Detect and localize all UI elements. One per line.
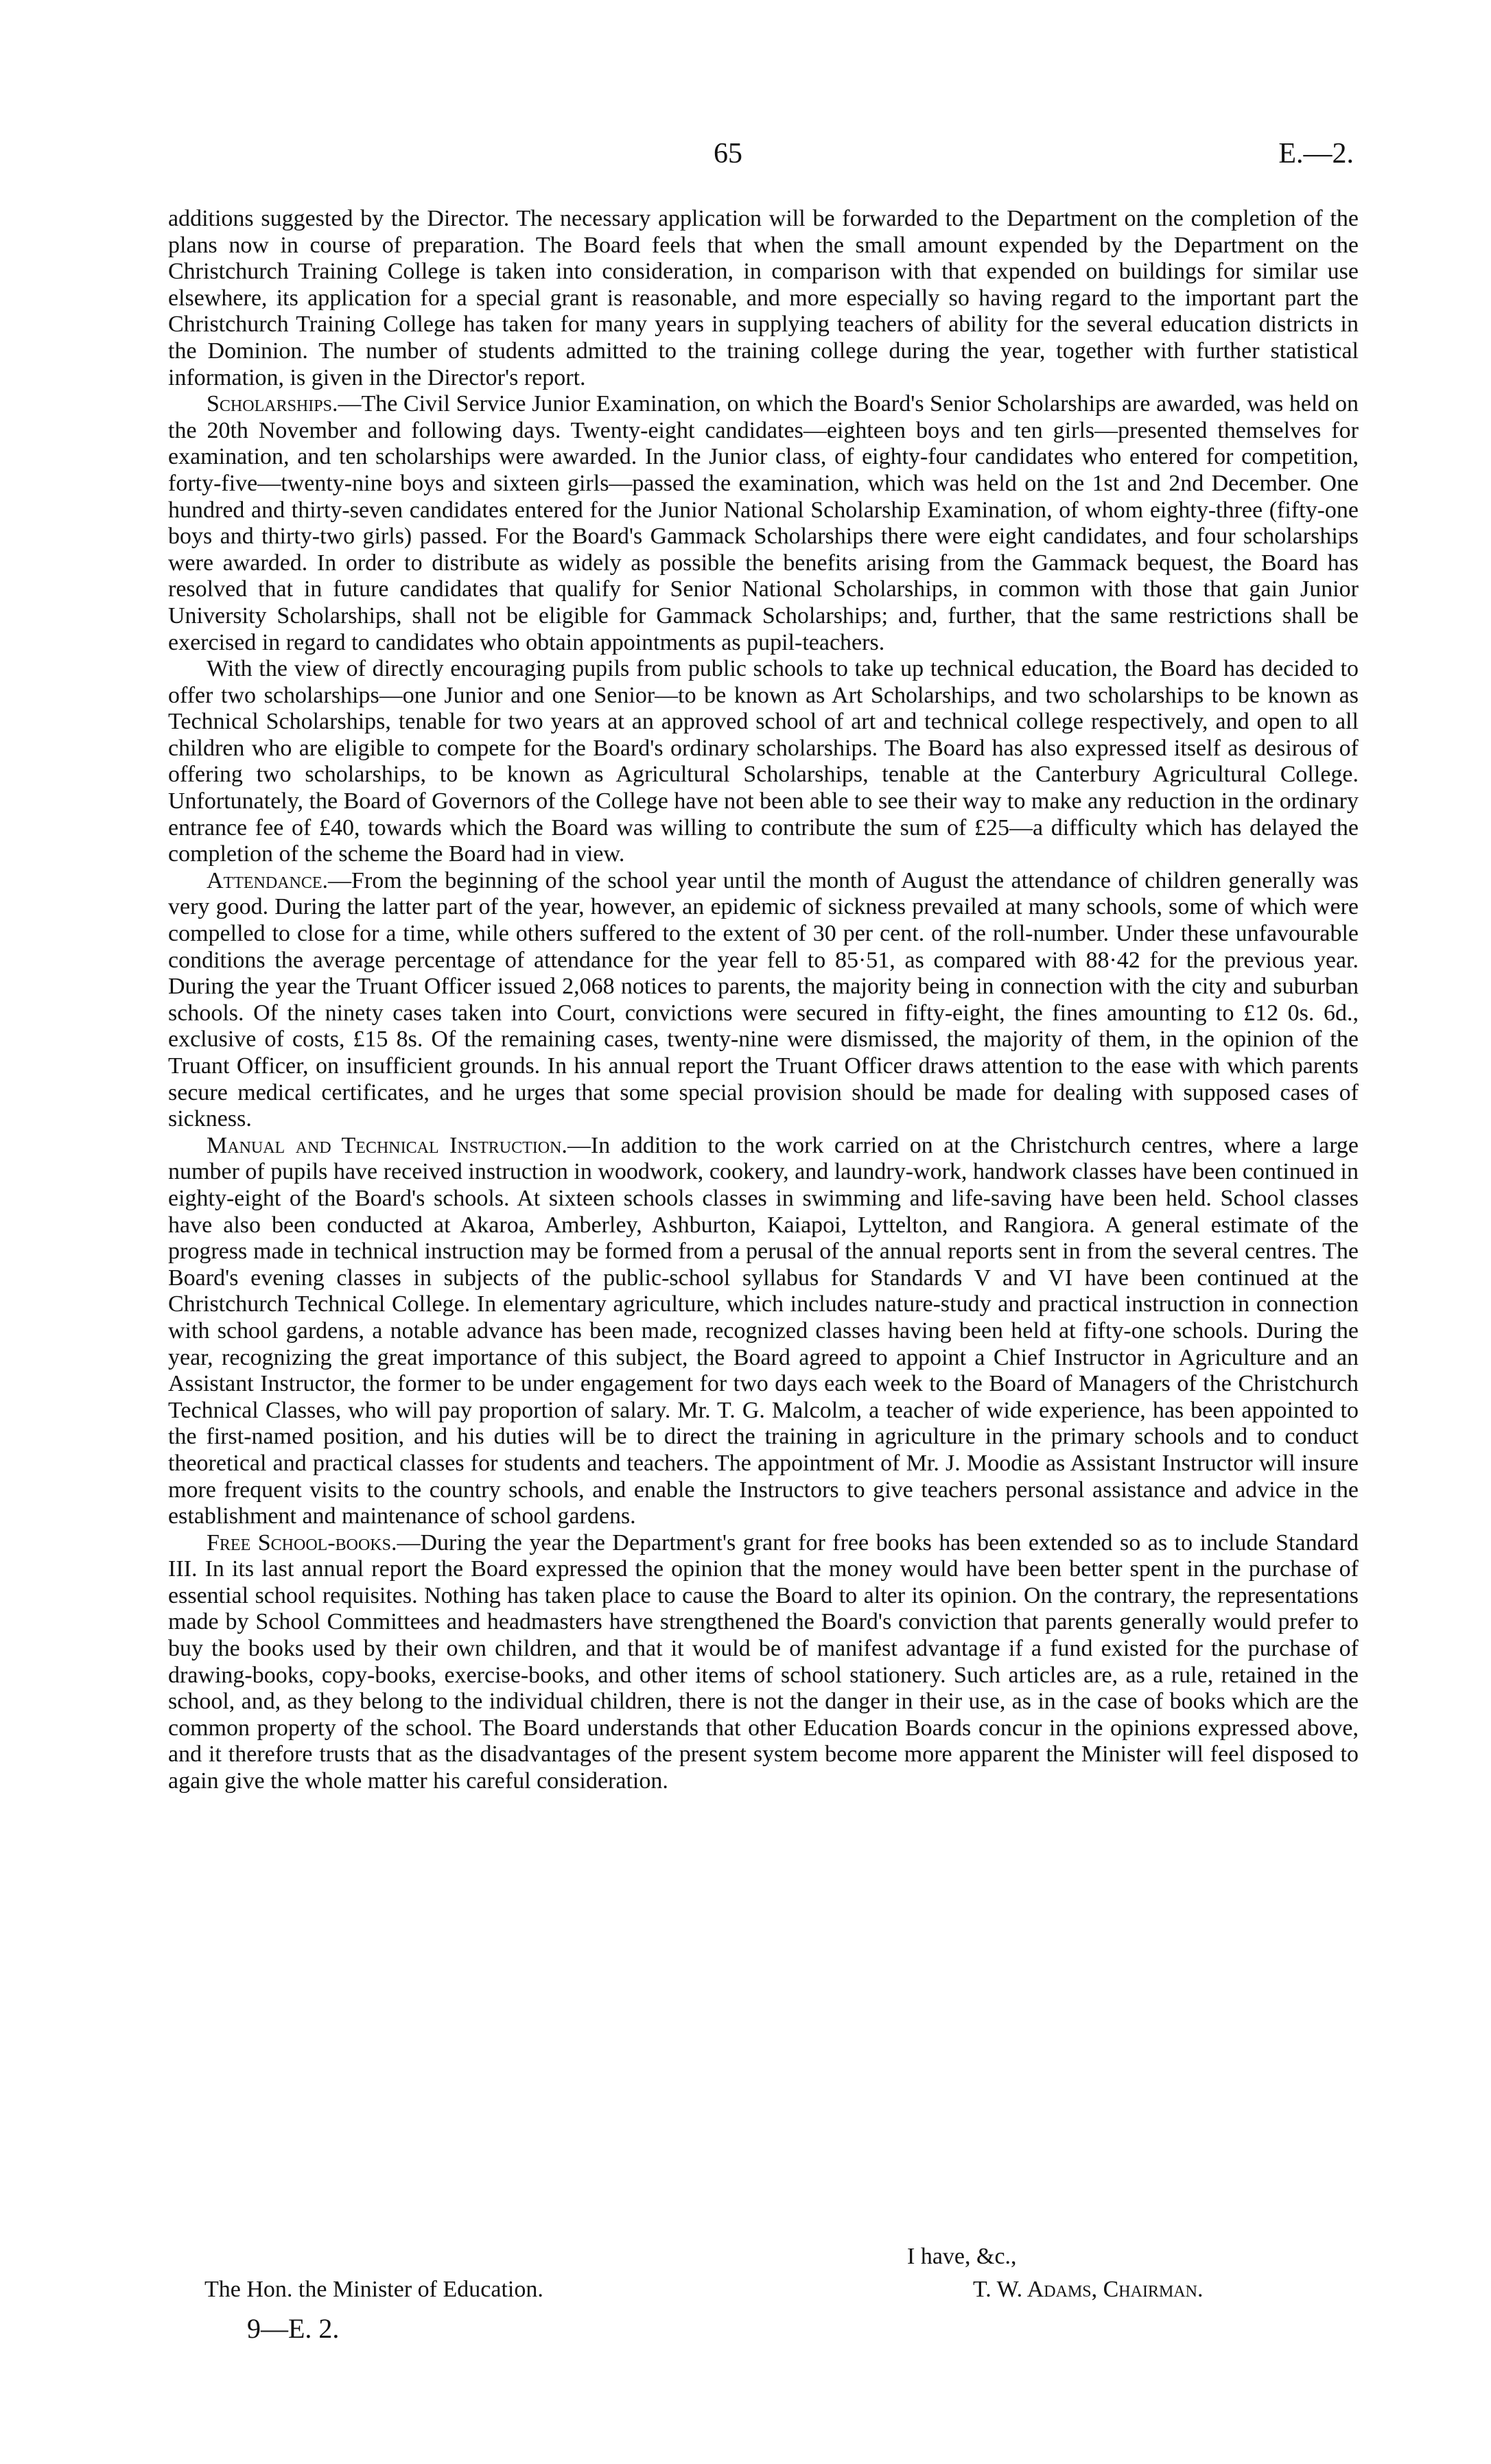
paragraph-scholarships	[168, 391, 1359, 656]
letter-closing	[0, 2244, 1491, 2381]
paragraph-text: —From the beginning of the school year until the month of August the attendance of children generally was very good. During the latter part of the year, however, an epidemic of sickness prevailed at many schools, some of which were compelled to close for a time, while others suffered to the extent of 30 per cent. of the roll-number. Under these unfavourable conditions the average percentage of attendance for the year fell to 85·51, as compared with 88·42 for the previous year. During the year the Truant Officer issued 2,068 notices to parents, the majority being in connection with the city and suburban schools. Of the ninety cases taken into Court, convictions were secured in fifty-eight, the fines amounting to £12 0s. 6d., exclusive of costs, £15 8s. Of the remaining cases, twenty-nine were dismissed, the majority of them, in the opinion of the Truant Officer, on insufficient grounds. In his annual report the Truant Officer draws attention to the ease with which parents secure medical certificates, and he urges that some special provision should be made for dealing with supposed cases of sickness.	[168, 867, 1359, 1132]
document-reference: E.—2.	[1278, 138, 1354, 169]
paragraph-text: With the view of directly encouraging pupils from public schools to take up technical education, the Board has decided to offer two scholarships—one Junior and one Senior—to be known as Art Scholarships, and two scholarships to be known as Technical Scholarships, tenable for two years at an approved school of art and technical college respectively, and open to all children who are eligible to compete for the Board's ordinary scholarships. The Board has also expressed itself as desirous of offering two scholarships, to be known as Agricultural Scholarships, tenable at the Canterbury Agricultural College. Unfortunately, the Board of Governors of the College have not been able to see their way to make any reduction in the ordinary entrance fee of £40, towards which the Board was willing to contribute the sum of £25—a difficulty which has delayed the completion of the scheme the Board had in view.	[168, 656, 1359, 867]
salutation: I have, &c.,	[907, 2244, 1017, 2269]
sheet-reference: 9—E. 2.	[247, 2313, 340, 2344]
paragraph-text: additions suggested by the Director. The necessary application will be forwarded to the Department on the completion of the plans now in course of preparation. The Board feels that when the small amount expended by the Department on the Christchurch Training College is taken into consideration, in comparison with that expended on buildings for similar use elsewhere, its application for a special grant is reasonable, and more especially so having regard to the important part the Christchurch Training College has taken for many years in supplying teachers of ability for the several education districts in the Dominion. The number of students admitted to the training college during the year, together with further statistical information, is given in the Director's report.	[168, 206, 1359, 390]
paragraph-manual-technical	[168, 1133, 1359, 1530]
paragraph-attendance	[168, 868, 1359, 1133]
paragraph-free-school-books	[168, 1530, 1359, 1795]
paragraph-text: —The Civil Service Junior Examination, on which the Board's Senior Scholarships are awarded, was held on the 20th November and following days. Twenty-eight candidates—eighteen boys and ten girls—presented themselves for examination, and ten scholarships were awarded. In the Junior class, of eighty-four candidates who entered for competition, forty-five—twenty-nine boys and sixteen girls—passed the examination, which was held on the 1st and 2nd December. One hundred and thirty-seven candidates entered for the Junior National Scholarship Examination, of whom eighty-three (fifty-one boys and thirty-two girls) passed. For the Board's Gammack Scholarships there were eight candidates, and four scholarships were awarded. In order to distribute as widely as possible the benefits arising from the Gammack bequest, the Board has resolved that in future candidates that qualify for Senior National Scholarships, in common with those that gain Junior University Scholarships, shall not be eligible for Gammack Scholarships; and, further, that the same restrictions shall be exercised in regard to candidates who obtain appointments as pupil-teachers.	[168, 391, 1359, 655]
addressee: The Hon. the Minister of Education.	[204, 2277, 543, 2302]
paragraph-text: —In addition to the work carried on at the Christchurch centres, where a large number of pupils have received instruction in woodwork, cookery, and laundry-work, handwork classes have been continued in eighty-eight of the Board's schools. At sixteen schools classes in swimming and life-saving have been held. School classes have also been conducted at Akaroa, Amberley, Ashburton, Kaiapoi, Lyttelton, and Rangiora. A general estimate of the progress made in technical instruction may be formed from a perusal of the annual reports sent in from the several centres. The Board's evening classes in subjects of the public-school syllabus for Standards V and VI have been continued at the Christchurch Technical College. In elementary agriculture, which includes nature-study and practical instruction in connection with school gardens, a notable advance has been made, recognized classes having been held at fifty-one schools. During the year, recognizing the great importance of this subject, the Board agreed to appoint a Chief Instructor in Agriculture and an Assistant Instructor, the former to be under engagement for two days each week to the Board of Managers of the Christchurch Technical Classes, who will pay proportion of salary. Mr. T. G. Malcolm, a teacher of wide experience, has been appointed to the first-named position, and his duties will be to direct the training in agriculture in the primary schools and to conduct theoretical and practical classes for students and teachers. The appointment of Mr. J. Moodie as Assistant Instructor will insure more frequent visits to the country schools, and enable the Instructors to give teachers personal assistance and advice in the establishment and maintenance of school gardens.	[168, 1132, 1359, 1529]
section-heading-scholarships: Scholarships.	[207, 391, 338, 417]
report-body	[168, 206, 1359, 1795]
paragraph-technical-scholarships	[168, 656, 1359, 868]
page-header	[0, 137, 1491, 178]
section-heading-free-school-books: Free School-books.	[207, 1529, 397, 1556]
page-number: 65	[714, 138, 742, 169]
section-heading-attendance: Attendance.	[207, 867, 329, 893]
paragraph-text: —During the year the Department's grant for free books has been extended so as to include Standard III. In its last annual report the Board expressed the opinion that the money would have been better spent in the purchase of essential school requisites. Nothing has taken place to cause the Board to alter its opinion. On the contrary, the representations made by School Committees and headmasters have strengthened the Board's conviction that parents generally would prefer to buy the books used by their own children, and that it would be of manifest advantage if a fund existed for the purchase of drawing-books, copy-books, exercise-books, and other items of school stationery. Such articles are, as a rule, retained in the school, and, as they belong to the individual children, there is not the danger in their use, as in the case of books which are the common property of the school. The Board understands that other Education Boards concur in the opinions expressed above, and it therefore trusts that as the disadvantages of the present system become more apparent the Minister will feel disposed to again give the whole matter his careful consideration.	[168, 1529, 1359, 1794]
signature: T. W. Adams, Chairman.	[973, 2277, 1204, 2302]
paragraph-training-college	[168, 206, 1359, 391]
section-heading-manual-technical: Manual and Technical Instruction.	[207, 1132, 567, 1158]
